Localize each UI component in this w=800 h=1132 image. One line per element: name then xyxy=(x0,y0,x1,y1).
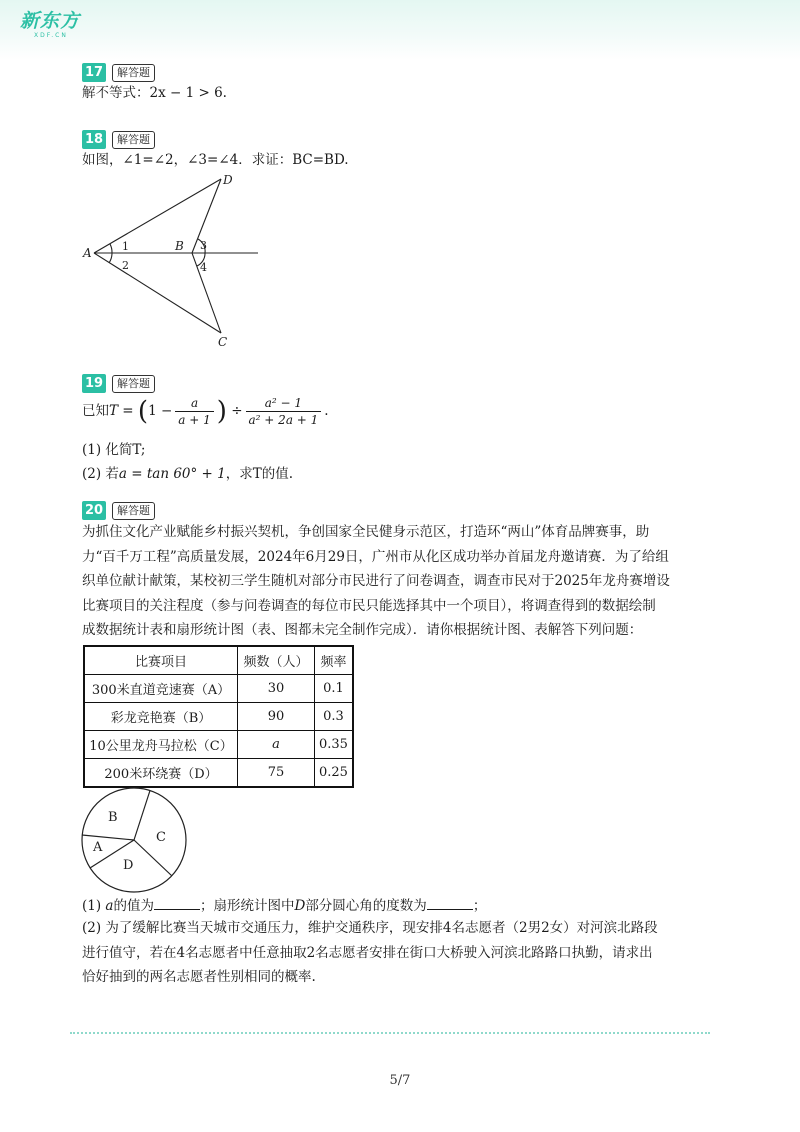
variable-t: T xyxy=(109,403,119,419)
q20-sub1-prefix: (1) xyxy=(82,898,106,914)
table-cell: 彩龙竞艳赛（B） xyxy=(84,703,238,731)
q20-paragraph xyxy=(82,520,718,643)
q19-sub2-suffix: ，求T的值. xyxy=(225,466,294,482)
q20-sub2 xyxy=(82,916,718,990)
question-type-tag: 解答题 xyxy=(112,131,155,149)
paragraph-line: (2) 为了缓解比赛当天城市交通压力，维护交通秩序，现安排4名志愿者（2男2女）对河滨北路段 xyxy=(82,920,658,936)
q19-prefix: 已知 xyxy=(82,403,109,419)
fraction-2-denominator: a² + 2a + 1 xyxy=(248,413,319,427)
footer-divider xyxy=(70,1032,710,1034)
q17-prefix: 解不等式： xyxy=(82,85,150,101)
table-header-row xyxy=(84,646,353,675)
pie-label-c: C xyxy=(156,830,166,845)
q19-expression xyxy=(82,394,329,429)
paragraph-line: 比赛项目的关注程度（参与问卷调查的每位市民只能选择其中一个项目），将调查得到的数据绘制 xyxy=(82,597,656,614)
angle-4-label: 4 xyxy=(200,261,207,274)
table-cell: 0.1 xyxy=(315,675,353,703)
paragraph-line: 为抓住文化产业赋能乡村振兴契机，争创国家全民健身示范区，打造环“两山”体育品牌赛事，助 xyxy=(82,524,650,540)
logo-subtext: XDF.CN xyxy=(34,32,68,39)
equals-sign: = xyxy=(118,403,138,419)
question-number: 18 xyxy=(82,130,106,149)
logo-text: 新东方 xyxy=(20,10,81,32)
fraction-1-numerator: a xyxy=(175,395,213,412)
table-cell: 0.25 xyxy=(315,759,353,788)
left-paren: ( xyxy=(137,396,149,427)
angle-2-label: 2 xyxy=(122,259,129,272)
pie-divider-bc xyxy=(134,791,150,841)
point-d-label: D xyxy=(223,173,233,187)
header-band xyxy=(0,0,800,60)
table-cell: a xyxy=(238,731,315,759)
table-header: 频数（人） xyxy=(238,646,315,675)
table-row xyxy=(84,703,353,731)
table-cell: 200米环绕赛（D） xyxy=(84,759,238,788)
paragraph-line: 恰好抽到的两名志愿者性别相同的概率. xyxy=(82,969,316,985)
fraction-2 xyxy=(246,395,322,428)
table-header: 比赛项目 xyxy=(84,646,238,675)
fraction-1 xyxy=(175,395,213,428)
angle-arc-1 xyxy=(110,244,112,253)
paragraph-line: 力“百千万工程”高质量发展，2024年6月29日，广州市从化区成功举办首届龙舟邀请赛．为了给组 xyxy=(82,548,669,565)
q20-sub1-text: 部分圆心角的度数为 xyxy=(305,898,427,914)
question-number: 19 xyxy=(82,374,106,393)
pie-divider-ab xyxy=(82,835,134,840)
table-cell: 30 xyxy=(238,675,315,703)
table-cell: 75 xyxy=(238,759,315,788)
table-cell: 300米直道竞速赛（A） xyxy=(84,675,238,703)
question-type-tag: 解答题 xyxy=(112,375,155,393)
q19-sub2-prefix: (2) 若 xyxy=(82,466,119,482)
table-cell: 10公里龙舟马拉松（C） xyxy=(84,731,238,759)
angle-1-label: 1 xyxy=(122,240,129,253)
q20-sub1-variable: D xyxy=(294,898,306,914)
table-row xyxy=(84,731,353,759)
pie-divider-cd xyxy=(134,840,172,876)
brand-logo xyxy=(20,10,90,44)
question-type-tag: 解答题 xyxy=(112,64,155,82)
q20-sub1-variable: a xyxy=(105,898,114,914)
point-a-label: A xyxy=(83,246,92,260)
question-number: 17 xyxy=(82,63,106,82)
table-cell: 90 xyxy=(238,703,315,731)
q20-sub1 xyxy=(82,895,486,915)
table-cell: 0.35 xyxy=(315,731,353,759)
q20-header xyxy=(82,500,155,520)
q19-sub2-math: a = tan 60° + 1 xyxy=(118,466,226,482)
paragraph-line: 成数据统计表和扇形统计图（表、图都未完全制作完成）．请你根据统计图、表解答下列问题： xyxy=(82,622,643,638)
pie-chart xyxy=(78,784,190,896)
paragraph-line: 进行值守，若在4名志愿者中任意抽取2名志愿者安排在街口大桥驶入河滨北路路口执勤，请求出 xyxy=(82,944,653,961)
fraction-2-numerator: a² − 1 xyxy=(246,395,322,412)
frequency-table xyxy=(83,645,354,788)
pie-label-a: A xyxy=(93,840,103,855)
pie-label-d: D xyxy=(123,858,134,873)
angle-arc-2 xyxy=(109,253,112,263)
point-b-label: B xyxy=(175,239,184,253)
table-row xyxy=(84,759,353,788)
expression-end: . xyxy=(324,403,329,419)
fraction-1-denominator: a + 1 xyxy=(178,413,211,427)
q18-text: 如图，∠1=∠2，∠3=∠4．求证：BC=BD. xyxy=(82,152,349,168)
one-minus: 1 − xyxy=(148,403,173,419)
q17-text xyxy=(82,84,227,102)
q20-sub1-text: ；扇形统计图中 xyxy=(199,898,295,914)
q20-sub1-text: 的值为 xyxy=(113,898,154,914)
q18-header xyxy=(82,129,155,149)
q19-header xyxy=(82,373,155,393)
q17-header xyxy=(82,62,155,82)
divide-sign: ÷ xyxy=(231,403,243,419)
answer-blank[interactable] xyxy=(427,895,473,910)
pie-label-b: B xyxy=(108,810,118,825)
table-row xyxy=(84,675,353,703)
page-number: 5/7 xyxy=(389,1073,411,1088)
q20-sub1-text: ； xyxy=(472,898,487,914)
answer-blank[interactable] xyxy=(154,895,200,910)
q19-sub2 xyxy=(82,465,293,483)
table-cell: 0.3 xyxy=(315,703,353,731)
q17-inequality: 2x − 1 > 6. xyxy=(149,85,227,101)
question-number: 20 xyxy=(82,501,106,520)
point-c-label: C xyxy=(218,335,228,349)
table-header: 频率 xyxy=(315,646,353,675)
q19-sub1: (1) 化简T; xyxy=(82,442,146,458)
q18-geometry-figure xyxy=(80,172,270,350)
question-type-tag: 解答题 xyxy=(112,502,155,520)
angle-3-label: 3 xyxy=(200,239,207,252)
right-paren: ) xyxy=(216,396,227,427)
paragraph-line: 织单位献计献策，某校初三学生随机对部分市民进行了问卷调查，调查市民对于2025年龙舟赛增设 xyxy=(82,573,670,589)
